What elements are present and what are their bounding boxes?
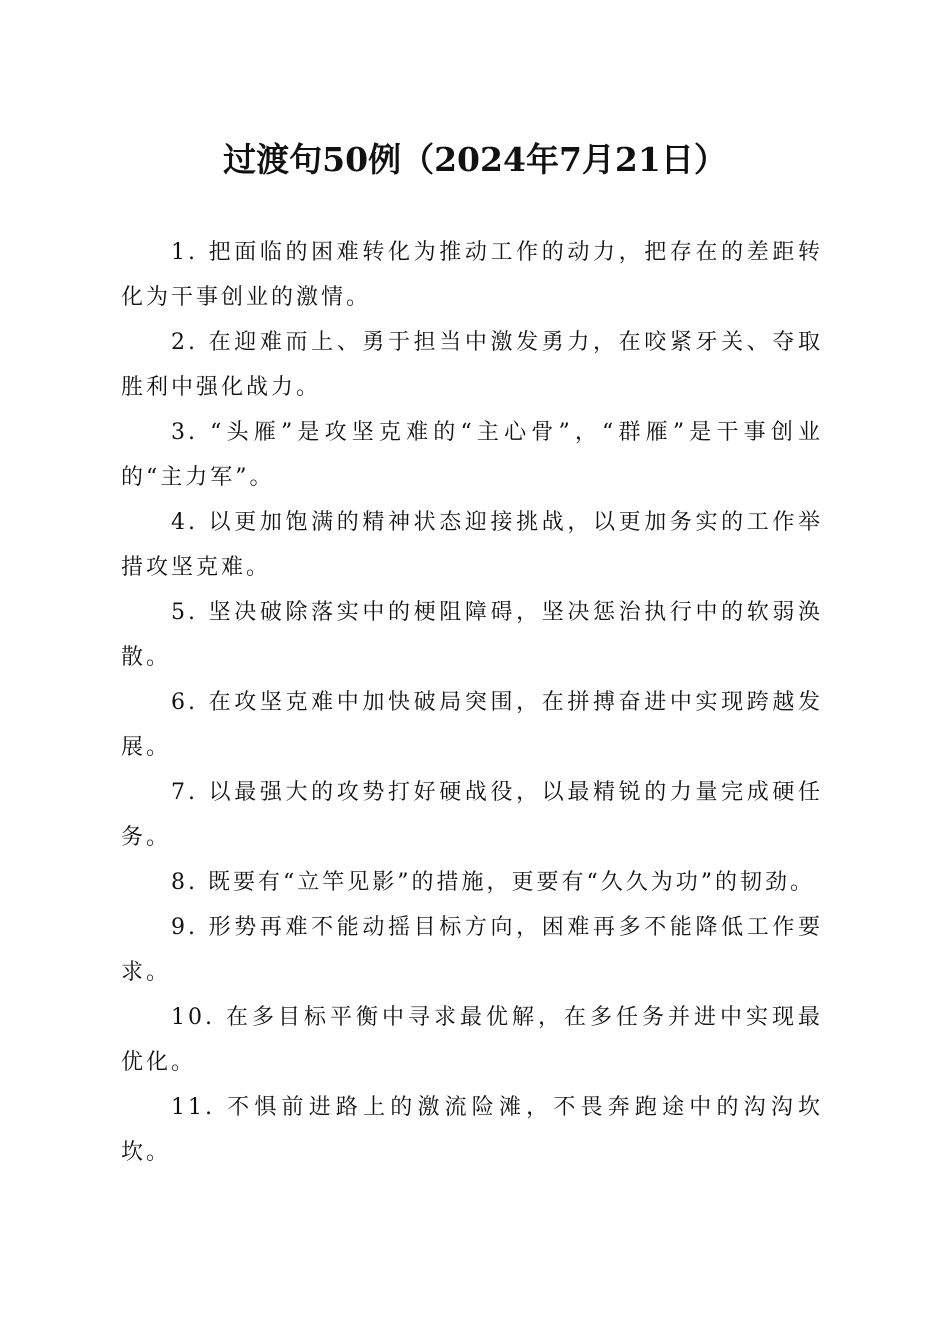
list-item: 5. 坚决破除落实中的梗阻障碍，坚决惩治执行中的软弱涣散。	[121, 600, 823, 670]
sentence-list	[121, 230, 823, 1175]
list-item: 6. 在攻坚克难中加快破局突围，在拼搏奋进中实现跨越发展。	[121, 690, 823, 760]
document-title: 过渡句50例（2024年7月21日）	[223, 140, 727, 179]
list-item: 11. 不惧前进路上的激流险滩，不畏奔跑途中的沟沟坎坎。	[121, 1095, 823, 1165]
list-item: 7. 以最强大的攻势打好硬战役，以最精锐的力量完成硬任务。	[121, 780, 823, 850]
list-item: 4. 以更加饱满的精神状态迎接挑战，以更加务实的工作举措攻坚克难。	[121, 510, 823, 580]
list-item: 8. 既要有“立竿见影”的措施，更要有“久久为功”的韧劲。	[171, 870, 815, 895]
list-item: 9. 形势再难不能动摇目标方向，困难再多不能降低工作要求。	[121, 915, 823, 985]
list-item: 3. “头雁”是攻坚克难的“主心骨”，“群雁”是干事创业的“主力军”。	[121, 420, 823, 490]
list-item: 1. 把面临的困难转化为推动工作的动力，把存在的差距转化为干事创业的激情。	[121, 240, 823, 310]
list-item: 10. 在多目标平衡中寻求最优解，在多任务并进中实现最优化。	[121, 1005, 823, 1075]
list-item: 2. 在迎难而上、勇于担当中激发勇力，在咬紧牙关、夺取胜利中强化战力。	[121, 330, 823, 400]
